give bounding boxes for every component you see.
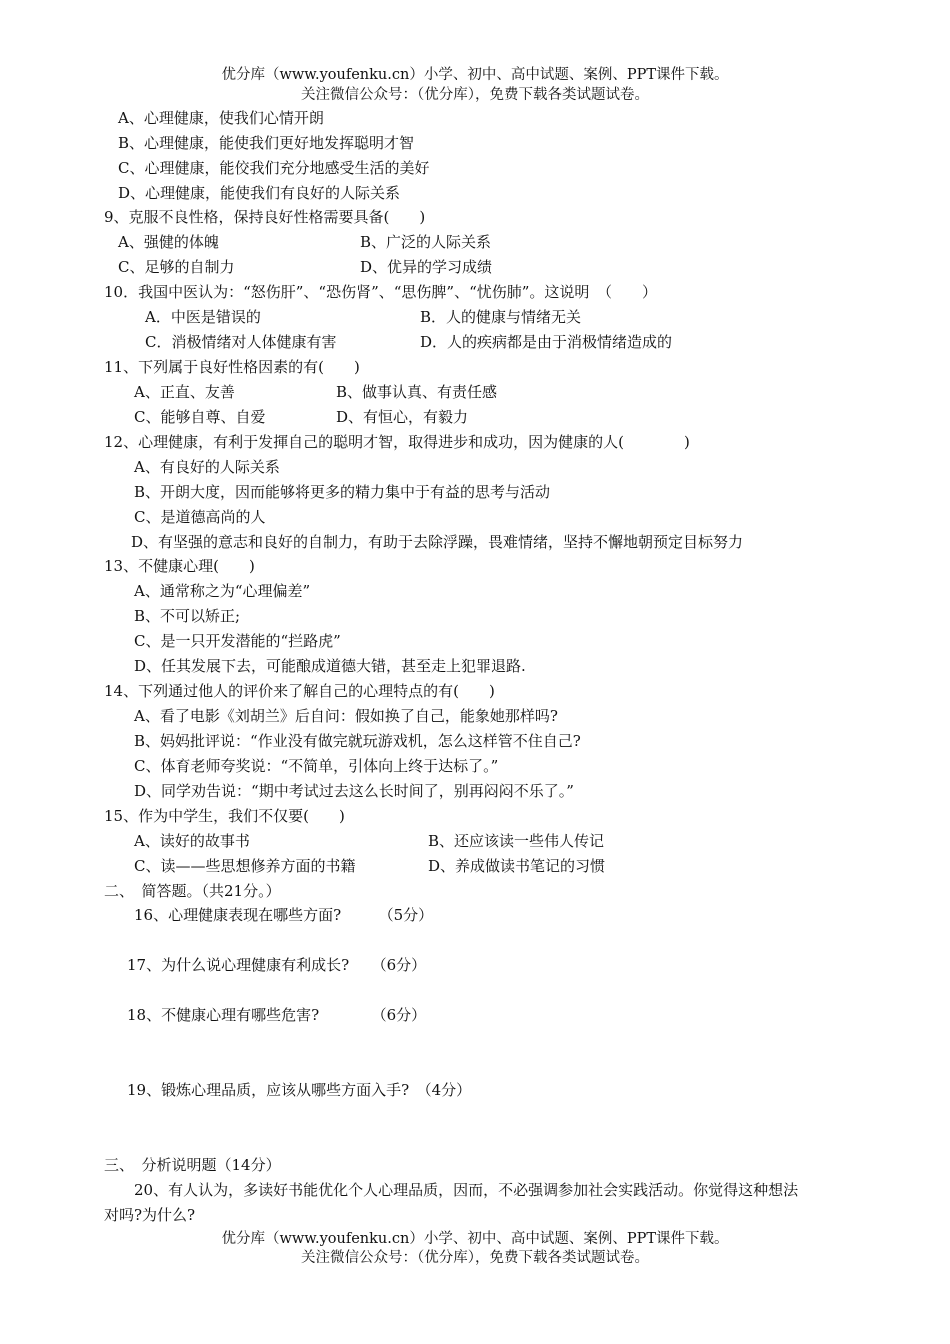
- q14-stem: 14、下列通过他人的评价来了解自己的心理特点的有( ): [104, 682, 495, 700]
- q10-option-c: C．消极情绪对人体健康有害: [145, 333, 337, 351]
- q9-option-c: C、足够的自制力: [118, 258, 235, 276]
- q13-option-a: A、通常称之为“心理偏差”: [134, 582, 311, 600]
- q9-stem: 9、克服不良性格，保持良好性格需要具备( ): [104, 208, 426, 226]
- q13-stem: 13、不健康心理( ): [104, 557, 255, 575]
- q20-line-2: 对吗?为什么?: [104, 1206, 196, 1224]
- q17: 17、为什么说心理健康有利成长? （6分）: [127, 956, 427, 974]
- q15-option-d: D、养成做读书笔记的习惯: [428, 857, 606, 875]
- q10-option-a: A．中医是错误的: [145, 308, 261, 326]
- q15-stem: 15、作为中学生，我们不仅要( ): [104, 807, 345, 825]
- header-line-1: 优分库（www.youfenku.cn）小学、初中、高中试题、案例、PPT课件下载。: [221, 67, 729, 83]
- q8-option-b: B、心理健康，能使我们更好地发挥聪明才智: [118, 134, 415, 152]
- q19: 19、锻炼心理品质，应该从哪些方面入手? （4分）: [127, 1081, 472, 1099]
- q9-option-b: B、广泛的人际关系: [360, 233, 492, 251]
- q15-option-b: B、还应该读一些伟人传记: [428, 832, 605, 850]
- q15-option-c: C、读——些思想修养方面的书籍: [134, 857, 356, 875]
- q14-option-a: A、看了电影《刘胡兰》后自问：假如换了自己，能象她那样吗?: [134, 707, 558, 725]
- q13-option-d: D、任其发展下去，可能酿成道德大错，甚至走上犯罪退路.: [134, 657, 526, 675]
- q14-option-b: B、妈妈批评说：“作业没有做完就玩游戏机，怎么这样管不住自己?: [134, 732, 581, 750]
- footer-line-2: 关注微信公众号：（优分库），免费下载各类试题试卷。: [301, 1250, 649, 1266]
- q8-option-d: D、心理健康，能使我们有良好的人际关系: [118, 184, 401, 202]
- q10-option-d: D．人的疾病都是由于消极情绪造成的: [420, 333, 673, 351]
- q11-stem: 11、下列属于良好性格因素的有( ): [104, 358, 360, 376]
- q8-option-a: A、心理健康，使我们心情开朗: [118, 109, 324, 127]
- q12-option-a: A、有良好的人际关系: [134, 458, 280, 476]
- q11-option-a: A、正直、友善: [134, 383, 235, 401]
- q12-option-b: B、开朗大度，因而能够将更多的精力集中于有益的思考与活动: [134, 483, 551, 501]
- q9-option-a: A、强健的体魄: [118, 233, 219, 251]
- footer-line-1: 优分库（www.youfenku.cn）小学、初中、高中试题、案例、PPT课件下载。: [221, 1231, 729, 1247]
- q18: 18、不健康心理有哪些危害? （6分）: [127, 1006, 427, 1024]
- q14-option-d: D、同学劝告说：“期中考试过去这么长时间了，别再闷闷不乐了。”: [134, 782, 574, 800]
- section-3-title: 三、 分析说明题（14分）: [104, 1156, 281, 1174]
- q11-option-b: B、做事认真、有责任感: [336, 383, 498, 401]
- q11-option-c: C、能够自尊、自爱: [134, 408, 266, 426]
- q20-line-1: 20、有人认为，多读好书能优化个人心理品质，因而，不必强调参加社会实践活动。你觉得这种想法: [134, 1181, 799, 1199]
- q10-option-b: B．人的健康与情绪无关: [420, 308, 582, 326]
- q9-option-d: D、优异的学习成绩: [360, 258, 493, 276]
- q12-stem: 12、心理健康，有利于发揮自己的聪明才智，取得进步和成功，因为健康的人( ): [104, 433, 690, 451]
- q12-option-c: C、是道德高尚的人: [134, 508, 266, 526]
- q13-option-c: C、是一只开发潜能的“拦路虎”: [134, 632, 341, 650]
- q16: 16、心理健康表现在哪些方面? （5分）: [134, 906, 434, 924]
- q13-option-b: B、不可以矫正;: [134, 607, 241, 625]
- q15-option-a: A、读好的故事书: [134, 832, 250, 850]
- q12-option-d: D、有坚强的意志和良好的自制力，有助于去除浮躁，畏难情绪，坚持不懈地朝预定目标努力: [131, 533, 744, 551]
- q14-option-c: C、体育老师夸奖说：“不简单，引体向上终于达标了。”: [134, 757, 499, 775]
- q10-stem: 10．我国中医认为：“怒伤肝”、“恐伤肾”、“思伤脾”、“忧伤肺”。这说明 （ ）: [104, 283, 657, 301]
- section-2-title: 二、 简答题。（共21分。）: [104, 882, 281, 900]
- header-line-2: 关注微信公众号：（优分库），免费下载各类试题试卷。: [301, 87, 649, 103]
- q11-option-d: D、有恒心，有毅力: [336, 408, 469, 426]
- q8-option-c: C、心理健康，能佼我们充分地感受生活的美好: [118, 159, 430, 177]
